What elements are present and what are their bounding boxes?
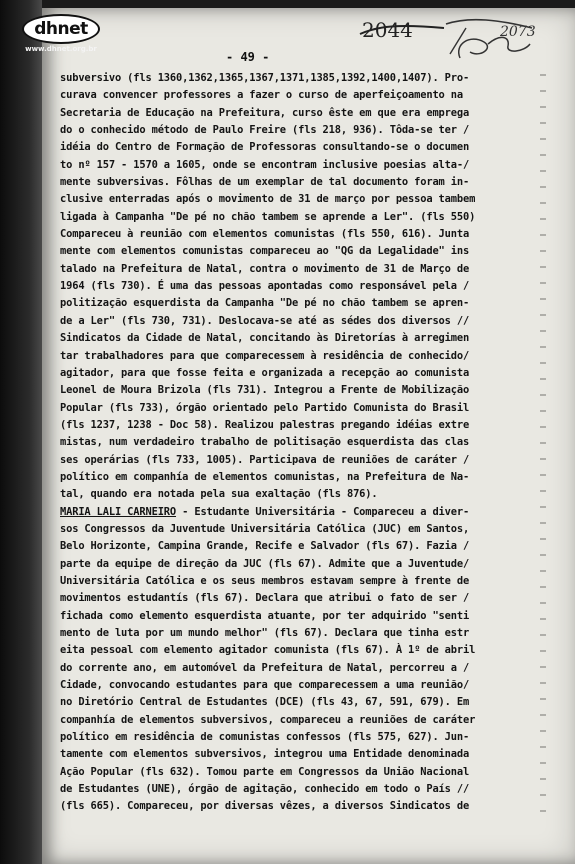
- text-line: mento de luta por um mundo melhor" (fls 67). Declara que tinha estr: [60, 627, 470, 639]
- text-line: Leonel de Moura Brizola (fls 731). Integrou a Frente de Mobilização: [60, 384, 470, 397]
- text-line-rest: - Estudante Universitária - Compareceu a diver-: [176, 505, 470, 518]
- handwritten-folio-stamp: [440, 14, 536, 60]
- text-line: politização esquerdista da Campanha "De pé no chão tambem se apren-: [60, 297, 470, 310]
- folio-number: [362, 18, 413, 42]
- text-line: Ação Popular (fls 632). Tomou parte em Congressos da União Nacional: [60, 765, 470, 778]
- text-line: de Estudantes (UNE), órgão de agitação, conhecido em todo o País //: [60, 783, 470, 796]
- scan-dark-margin: [0, 0, 42, 864]
- text-line: [60, 504, 546, 521]
- text-line: político em residência de comunistas confessos (fls 575, 627). Jun-: [60, 731, 470, 744]
- text-line: companhía de elementos subversivos, compareceu a reuniões de caráter: [60, 713, 476, 726]
- text-line: mistas, num verdadeiro trabalho de politisação esquerdista das clas: [60, 436, 470, 449]
- logo-url: www.dhnet.org.br: [25, 45, 97, 53]
- text-line: do corrente ano, em automóvel da Prefeitura de Natal, percorreu a /: [60, 661, 470, 674]
- person-name-heading: MARIA LALI CARNEIRO: [60, 505, 177, 518]
- scan-edge-shadow: [540, 60, 546, 820]
- text-line: no Diretório Central de Estudantes (DCE) (fls 43, 67, 591, 679). Em: [60, 696, 470, 709]
- text-line: subversivo (fls 1360,1362,1365,1367,1371,1385,1392,1400,1407). Pro-: [60, 72, 470, 84]
- text-line: fichada como elemento esquerdista atuante, por ter adquirido "senti: [60, 609, 470, 622]
- svg-text:2073: 2073: [500, 24, 536, 40]
- text-line: Secretaria de Educação na Prefeitura, curso êste em que era emprega: [60, 106, 470, 119]
- text-line: movimentos estudantís (fls 67). Declara que atribui o fato de ser /: [60, 592, 470, 605]
- text-line: Belo Horizonte, Campina Grande, Recife e Salvador (fls 67). Fazia /: [60, 540, 470, 553]
- page-number: - 49 -: [226, 50, 270, 64]
- text-line: (fls 1237, 1238 - Doc 58). Realizou palestras pregando idéias extre: [60, 418, 470, 431]
- text-line: mente subversivas. Fôlhas de um exemplar de tal documento foram in-: [60, 176, 470, 189]
- text-line: tal, quando era notada pela sua exaltação (fls 876).: [60, 488, 378, 501]
- text-line: sos Congressos da Juventude Universitária Católica (JUC) em Santos,: [60, 522, 470, 535]
- text-line: 1964 (fls 730). É uma das pessoas apontadas como responsável pela /: [60, 280, 470, 293]
- text-line: parte da equipe de direção da JUC (fls 67). Admite que a Juventude/: [60, 557, 470, 570]
- text-line: político em companhía de elementos comunistas, na Prefeitura de Na-: [60, 470, 470, 483]
- text-line: tamente com elementos subversivos, integrou uma Entidade denominada: [60, 748, 470, 761]
- text-line: Compareceu à reunião com elementos comunistas (fls 550, 616). Junta: [60, 228, 470, 241]
- logo-wordmark: dhnet: [22, 14, 100, 44]
- text-line: mente com elementos comunistas compareceu ao "QG da Legalidade" ins: [60, 245, 470, 258]
- text-line: talado na Prefeitura de Natal, contra o movimento de 31 de Março de: [60, 262, 470, 275]
- text-line: agitador, para que fosse feita e organizada a recepção ao comunista: [60, 366, 470, 379]
- text-line: Universitária Católica e os seus membros estavam sempre à frente de: [60, 574, 470, 587]
- text-line: Sindicatos da Cidade de Natal, concitando às Diretorías à arregimen: [60, 332, 470, 345]
- text-line: clusive enterradas após o movimento de 31 de março por pessoa tambem: [60, 193, 476, 206]
- text-line: ligada à Campanha "De pé no chão tambem se aprende a Ler". (fls 550): [60, 210, 476, 223]
- text-line: Popular (fls 733), órgão orientado pelo Partido Comunista do Brasil: [60, 401, 470, 414]
- text-line: Cidade, convocando estudantes para que comparecessem a uma reunião/: [60, 679, 470, 692]
- text-line: to nº 157 - 1570 a 1605, onde se encontram inclusive poesias alta-/: [60, 158, 470, 171]
- text-line: ses operárias (fls 733, 1005). Participava de reuniões de caráter /: [60, 453, 470, 466]
- text-line: do o conhecido método de Paulo Freire (fls 218, 936). Tôda-se ter /: [60, 124, 470, 137]
- text-line: tar trabalhadores para que comparecessem à residência de conhecido/: [60, 349, 470, 362]
- text-line: curava convencer professores a fazer o curso de aperfeiçoamento na: [60, 89, 463, 102]
- dhnet-logo[interactable]: [22, 14, 100, 54]
- text-line: (fls 665). Compareceu, por diversas vêzes, a diversos Sindicatos de: [60, 800, 470, 813]
- folio-struck: 2044: [362, 18, 413, 42]
- text-line: eita pessoal com elemento agitador comunista (fls 67). À 1º de abril: [60, 644, 476, 657]
- text-line: de a Ler" (fls 730, 731). Deslocava-se até as sédes dos diversos //: [60, 314, 470, 327]
- typewritten-body: [60, 70, 546, 816]
- strikethrough-mark: [358, 20, 448, 44]
- text-line: idéia do Centro de Formação de Professoras consultando-se o documen: [60, 141, 470, 154]
- signature-scribble-icon: [440, 14, 536, 60]
